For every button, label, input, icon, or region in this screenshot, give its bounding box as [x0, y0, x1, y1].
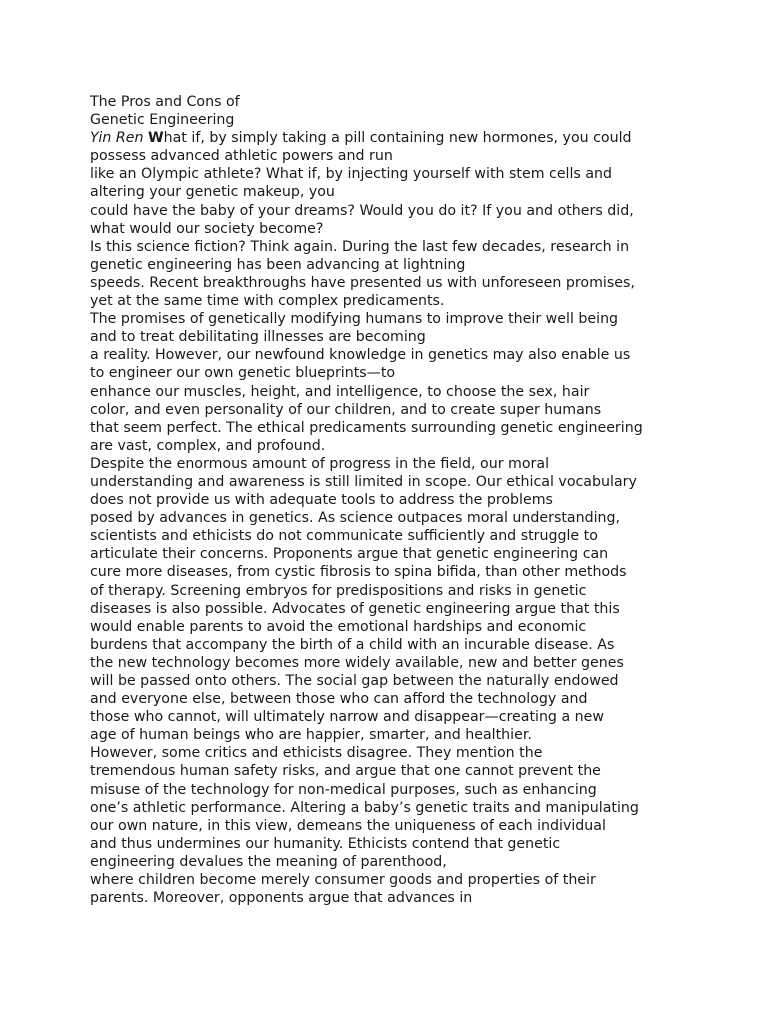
text-line: a reality. However, our newfound knowledge in genetics may also enable us: [90, 347, 631, 364]
text-line: speeds. Recent breakthroughs have presented us with unforeseen promises,: [90, 274, 635, 291]
body-text: [90, 147, 690, 907]
text-line: are vast, complex, and profound.: [90, 437, 326, 454]
text-line: The promises of genetically modifying humans to improve their well being: [90, 311, 619, 328]
text-line: Is this science fiction? Think again. During the last few decades, research in: [90, 238, 630, 255]
text-line: scientists and ethicists do not communicate sufficiently and struggle to: [90, 528, 598, 545]
text-line: color, and even personality of our children, and to create super humans: [90, 401, 602, 418]
text-line: one’s athletic performance. Altering a baby’s genetic traits and manipulating: [90, 799, 639, 816]
title-line-1: The Pros and Cons of: [90, 94, 240, 110]
text-line: understanding and awareness is still limited in scope. Our ethical vocabulary: [90, 473, 637, 490]
text-line: parents. Moreover, opponents argue that advances in: [90, 890, 473, 907]
text-line: the new technology becomes more widely available, new and better genes: [90, 654, 624, 671]
text-line: age of human beings who are happier, smarter, and healthier.: [90, 727, 532, 744]
text-line: those who cannot, will ultimately narrow and disappear—creating a new: [90, 709, 604, 726]
document-page: [90, 93, 690, 907]
text-line: of therapy. Screening embryos for predispositions and risks in genetic: [90, 582, 587, 599]
text-line: where children become merely consumer goods and properties of their: [90, 872, 596, 889]
author-name: Yin Ren: [90, 130, 144, 147]
text-line: posed by advances in genetics. As science outpaces moral understanding,: [90, 510, 621, 527]
text-line: possess advanced athletic powers and run: [90, 148, 393, 165]
title-line-2: Genetic Engineering: [90, 112, 235, 129]
text-line: our own nature, in this view, demeans the uniqueness of each individual: [90, 817, 606, 834]
text-line: engineering devalues the meaning of parenthood,: [90, 853, 447, 870]
byline-first-line: [90, 129, 690, 147]
text-line: does not provide us with adequate tools to address the problems: [90, 492, 553, 509]
text-line: genetic engineering has been advancing at lightning: [90, 256, 466, 273]
text-line: burdens that accompany the birth of a child with an incurable disease. As: [90, 636, 615, 653]
text-line: to engineer our own genetic blueprints—to: [90, 365, 396, 382]
first-letter: W: [147, 130, 164, 147]
text-line: Despite the enormous amount of progress in the field, our moral: [90, 455, 550, 472]
text-line: tremendous human safety risks, and argue that one cannot prevent the: [90, 763, 601, 780]
text-line: what would our society become?: [90, 220, 324, 237]
text-line: hat if, by simply taking a pill containing new hormones, you could: [163, 130, 632, 147]
text-line: altering your genetic makeup, you: [90, 184, 335, 201]
text-line: that seem perfect. The ethical predicaments surrounding genetic engineering: [90, 419, 643, 436]
text-line: like an Olympic athlete? What if, by injecting yourself with stem cells and: [90, 166, 613, 183]
text-line: yet at the same time with complex predicaments.: [90, 293, 445, 310]
text-line: and everyone else, between those who can afford the technology and: [90, 691, 588, 708]
text-line: articulate their concerns. Proponents argue that genetic engineering can: [90, 546, 609, 563]
text-line: However, some critics and ethicists disagree. They mention the: [90, 745, 543, 762]
text-line: and thus undermines our humanity. Ethicists contend that genetic: [90, 835, 561, 852]
text-line: diseases is also possible. Advocates of genetic engineering argue that this: [90, 600, 620, 617]
text-line: enhance our muscles, height, and intelligence, to choose the sex, hair: [90, 383, 590, 400]
text-line: and to treat debilitating illnesses are becoming: [90, 329, 426, 346]
text-line: misuse of the technology for non-medical purposes, such as enhancing: [90, 781, 597, 798]
text-line: would enable parents to avoid the emotional hardships and economic: [90, 618, 587, 635]
text-line: will be passed onto others. The social gap between the naturally endowed: [90, 673, 619, 689]
text-line: could have the baby of your dreams? Would you do it? If you and others did,: [90, 202, 634, 219]
text-line: cure more diseases, from cystic fibrosis to spina bifida, than other methods: [90, 564, 627, 581]
